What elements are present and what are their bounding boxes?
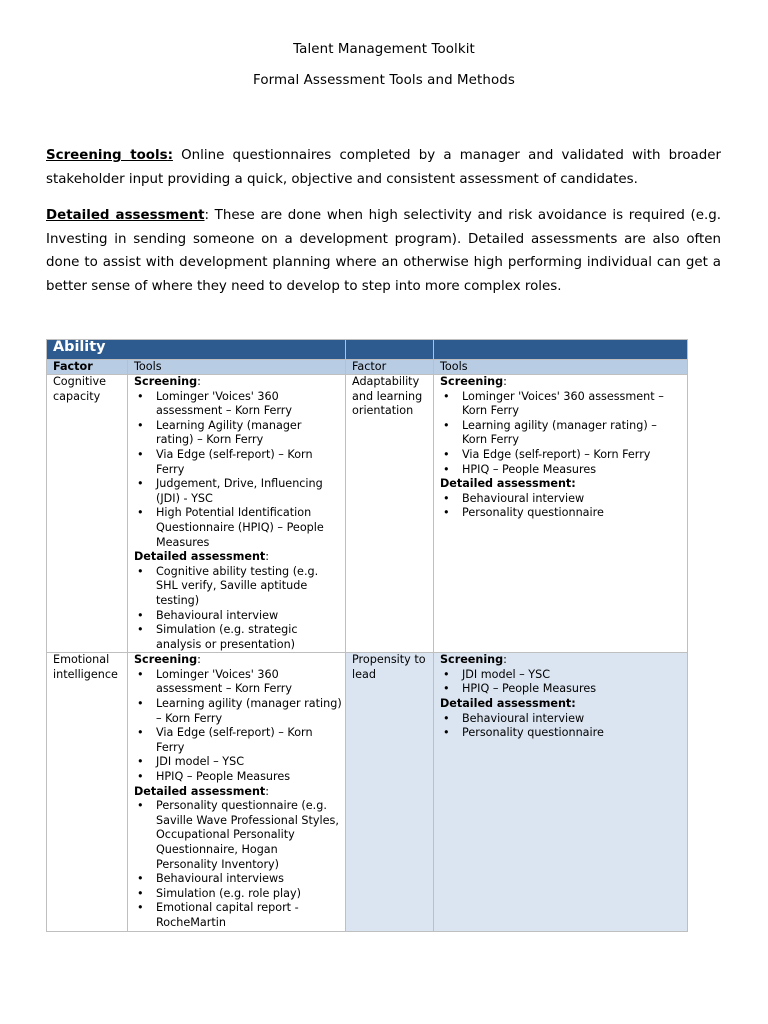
column-header-factor: Factor xyxy=(346,360,434,375)
list-item: • HPIQ – People Measures xyxy=(462,463,684,478)
screening-tools-text: Online questionnaires completed by a manager and validated with broader stakeholder input providing a quick, objective and consistent assessment of candidates. xyxy=(46,148,721,187)
screening-heading: Screening: xyxy=(440,375,507,388)
list-item: • Lominger 'Voices' 360 assessment – Korn Ferry xyxy=(462,390,684,419)
section-title: Ability xyxy=(47,340,346,360)
detailed-assessment-heading: Detailed assessment: xyxy=(134,784,270,798)
detailed-assessment-heading: Detailed assessment: xyxy=(440,697,576,711)
list-item: • Via Edge (self-report) – Korn Ferry xyxy=(156,726,342,755)
screening-list xyxy=(134,668,342,785)
list-item: • Simulation (e.g. role play) xyxy=(156,887,342,902)
screening-list xyxy=(134,390,342,551)
list-item: • High Potential Identification Questionnaire (HPIQ) – People Measures xyxy=(156,506,342,550)
list-item: • Lominger 'Voices' 360 assessment – Korn Ferry xyxy=(156,390,342,419)
screening-tools-lead: Screening tools: xyxy=(46,148,173,163)
detailed-assessment-list xyxy=(134,799,342,930)
factor-cell: Emotional intelligence xyxy=(47,653,128,931)
detailed-assessment-heading: Detailed assessment: xyxy=(134,550,270,564)
list-item: • Learning Agility (manager rating) – Korn Ferry xyxy=(156,419,342,448)
list-item: • Behavioural interviews xyxy=(156,872,342,887)
tools-cell xyxy=(128,375,346,653)
list-item: • HPIQ – People Measures xyxy=(156,770,342,785)
table-row xyxy=(47,653,688,931)
list-item: • Judgement, Drive, Influencing (JDI) - YSC xyxy=(156,477,342,506)
detailed-assessment-text: : These are done when high selectivity and risk avoidance is required (e.g. Investing in sending someone on a development program). Detailed assessments are also often done to assist with development planning where an otherwise high performing individual can get a better sense of where they need to develop to step into more complex roles. xyxy=(46,208,721,294)
document-subtitle: Formal Assessment Tools and Methods xyxy=(253,73,515,88)
tools-cell xyxy=(434,375,688,653)
column-header-tools: Tools xyxy=(434,360,688,375)
list-item: • Personality questionnaire xyxy=(462,506,684,521)
list-item: • Behavioural interview xyxy=(462,492,684,507)
list-item: • Personality questionnaire (e.g. Saville Wave Professional Styles, Occupational Personality Questionnaire, Hogan Personality Inventory) xyxy=(156,799,342,872)
screening-tools-paragraph xyxy=(46,144,721,191)
list-item: • Lominger 'Voices' 360 assessment – Korn Ferry xyxy=(156,668,342,697)
detailed-assessment-heading: Detailed assessment: xyxy=(440,477,576,491)
list-item: • Behavioural interview xyxy=(156,609,342,624)
list-item: • Simulation (e.g. strategic analysis or presentation) xyxy=(156,623,342,652)
list-item: • Learning agility (manager rating) – Korn Ferry xyxy=(462,419,684,448)
list-item: • Emotional capital report - RocheMartin xyxy=(156,901,342,930)
factor-cell: Cognitive capacity xyxy=(47,375,128,653)
ability-table xyxy=(46,339,688,932)
screening-list xyxy=(440,668,684,697)
list-item: • Via Edge (self-report) – Korn Ferry xyxy=(156,448,342,477)
detailed-assessment-paragraph xyxy=(46,204,721,298)
screening-heading: Screening: xyxy=(134,375,201,388)
table-section-header xyxy=(47,340,688,360)
detailed-assessment-lead: Detailed assessment xyxy=(46,208,205,223)
document-title: Talent Management Toolkit xyxy=(293,42,475,57)
column-header-tools: Tools xyxy=(128,360,346,375)
list-item: • Learning agility (manager rating) – Korn Ferry xyxy=(156,697,342,726)
factor-cell: Propensity to lead xyxy=(346,653,434,931)
list-item: • Cognitive ability testing (e.g. SHL verify, Saville aptitude testing) xyxy=(156,565,342,609)
table-column-headers xyxy=(47,360,688,375)
screening-list xyxy=(440,390,684,478)
detailed-assessment-list xyxy=(440,712,684,741)
screening-heading: Screening: xyxy=(440,653,507,667)
list-item: • Behavioural interview xyxy=(462,712,684,727)
tools-cell xyxy=(434,653,688,931)
detailed-assessment-list xyxy=(440,492,684,521)
column-header-factor: Factor xyxy=(47,360,128,375)
list-item: • Personality questionnaire xyxy=(462,726,684,741)
factor-cell: Adaptability and learning orientation xyxy=(346,375,434,653)
table-row xyxy=(47,375,688,653)
list-item: • JDI model – YSC xyxy=(462,668,684,683)
detailed-assessment-list xyxy=(134,565,342,653)
list-item: • HPIQ – People Measures xyxy=(462,682,684,697)
list-item: • JDI model – YSC xyxy=(156,755,342,770)
screening-heading: Screening: xyxy=(134,653,201,667)
tools-cell xyxy=(128,653,346,931)
list-item: • Via Edge (self-report) – Korn Ferry xyxy=(462,448,684,463)
